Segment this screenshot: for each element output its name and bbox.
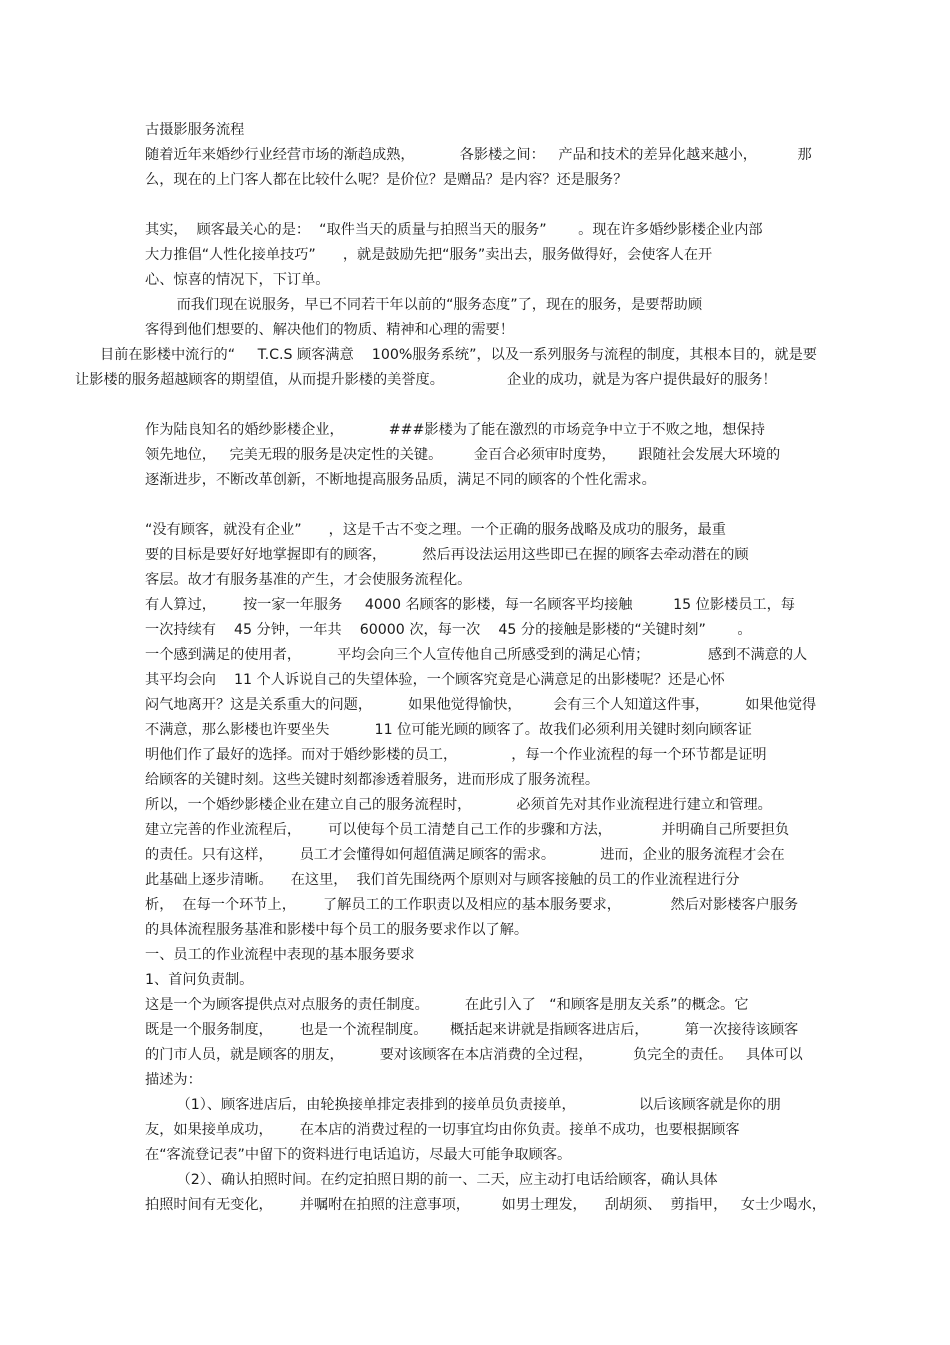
text-line: 既是一个服务制度， 也是一个流程制度。 概括起来讲就是指顾客进店后， 第一次接待该顾客: [145, 1022, 799, 1038]
text-line: 一次持续有 45 分钟，一年共 60000 次，每一次 45 分的接触是影楼的“关键时刻” 。: [145, 622, 752, 638]
text-line: 的责任。只有这样， 员工才会懂得如何超值满足顾客的需求。 进而，企业的服务流程才会在: [145, 847, 785, 863]
text-line: 而我们现在说服务，早已不同若干年以前的“服务态度”了，现在的服务，是要帮助顾: [145, 297, 703, 313]
text-line: 此基础上逐步清晰。 在这里， 我们首先围绕两个原则对与顾客接触的员工的作业流程进行分: [145, 872, 740, 888]
text-line: 的门市人员，就是顾客的朋友， 要对该顾客在本店消费的全过程， 负完全的责任。 具体可以: [145, 1047, 803, 1063]
section-heading: 一、员工的作业流程中表现的基本服务要求: [145, 947, 415, 963]
text-line: 逐渐进步，不断改革创新，不断地提高服务品质，满足不同的顾客的个性化需求。: [145, 472, 656, 488]
text-line: 的具体流程服务基准和影楼中每个员工的服务要求作以了解。: [145, 922, 529, 938]
text-line: 随着近年来婚纱行业经营市场的渐趋成熟， 各影楼之间： 产品和技术的差异化越来越小， 那: [145, 147, 812, 163]
text-line: 一个感到满足的使用者， 平均会向三个人宣传他自己所感受到的满足心情； 感到不满意的人: [145, 647, 808, 663]
text-line: 明他们作了最好的选择。而对于婚纱影楼的员工， ，每一个作业流程的每一个环节都是证明: [145, 747, 767, 763]
text-line: 描述为：: [145, 1072, 202, 1088]
text-line: 领先地位， 完美无瑕的服务是决定性的关键。 金百合必须审时度势， 跟随社会发展大环境的: [145, 447, 781, 463]
text-line: 客得到他们想要的、解决他们的物质、精神和心理的需要！: [145, 322, 514, 338]
text-line: 其平均会向 11 个人诉说自己的失望体验，一个顾客究竟是心满意足的出影楼呢？还是心怀: [145, 672, 725, 688]
text-line: 目前在影楼中流行的“ T.C.S 顾客满意 100%服务系统”，以及一系列服务与流程的制度，其根本目的，就是要: [100, 347, 817, 363]
subsection-heading: 1、首问负责制。: [145, 972, 254, 988]
text-line: （2）、确认拍照时间。在约定拍照日期的前一、二天，应主动打电话给顾客，确认具体: [145, 1172, 718, 1188]
text-line: （1）、顾客进店后，由轮换接单排定表排到的接单员负责接单， 以后该顾客就是你的朋: [145, 1097, 781, 1113]
document-title: 古摄影服务流程: [145, 122, 245, 138]
text-line: 给顾客的关键时刻。这些关键时刻都渗透着服务，进而形成了服务流程。: [145, 772, 600, 788]
text-line: 要的目标是要好好地掌握即有的顾客， 然后再设法运用这些即已在握的顾客去牵动潜在的顾: [145, 547, 749, 563]
text-line: 不满意，那么影楼也许要坐失 11 位可能光顾的顾客了。故我们必须利用关键时刻向顾客证: [145, 722, 752, 738]
text-line: 有人算过， 按一家一年服务 4000 名顾客的影楼，每一名顾客平均接触 15 位影楼员工，每: [145, 597, 795, 613]
text-line: 么，现在的上门客人都在比较什么呢？是价位？是赠品？是内容？还是服务？: [145, 172, 628, 188]
text-line: 作为陆良知名的婚纱影楼企业， ###影楼为了能在激烈的市场竞争中立于不败之地，想保持: [145, 422, 765, 438]
text-line: “没有顾客，就没有企业” ，这是千古不变之理。一个正确的服务战略及成功的服务，最重: [145, 522, 726, 538]
text-line: 友，如果接单成功， 在本店的消费过程的一切事宜均由你负责。接单不成功，也要根据顾客: [145, 1122, 740, 1138]
text-line: 大力推倡“人性化接单技巧” ，就是鼓励先把“服务”卖出去，服务做得好，会使客人在开: [145, 247, 713, 263]
text-line: 客层。故才有服务基准的产生，才会使服务流程化。: [145, 572, 472, 588]
text-line: 拍照时间有无变化， 并嘱咐在拍照的注意事项， 如男士理发， 刮胡须、 剪指甲， 女士少喝水，: [145, 1197, 826, 1213]
text-line: 让影楼的服务超越顾客的期望值，从而提升影楼的美誉度。 企业的成功，就是为客户提供最好的服务！: [75, 372, 777, 388]
text-line: 在“客流登记表”中留下的资料进行电话追访，尽最大可能争取顾客。: [145, 1147, 572, 1163]
text-line: 所以，一个婚纱影楼企业在建立自己的服务流程时， 必须首先对其作业流程进行建立和管理。: [145, 797, 772, 813]
text-line: 闷气地离开？这是关系重大的问题， 如果他觉得愉快， 会有三个人知道这件事， 如果他觉得: [145, 697, 817, 713]
text-line: 这是一个为顾客提供点对点服务的责任制度。 在此引入了 “和顾客是朋友关系”的概念。它: [145, 997, 749, 1013]
text-line: 建立完善的作业流程后， 可以使每个员工清楚自己工作的步骤和方法， 并明确自己所要担负: [145, 822, 790, 838]
text-line: 其实， 顾客最关心的是： “取件当天的质量与拍照当天的服务” 。现在许多婚纱影楼企业内部: [145, 222, 763, 238]
text-line: 析， 在每一个环节上， 了解员工的工作职责以及相应的基本服务要求， 然后对影楼客户服务: [145, 897, 799, 913]
text-line: 心、惊喜的情况下，下订单。: [145, 272, 330, 288]
